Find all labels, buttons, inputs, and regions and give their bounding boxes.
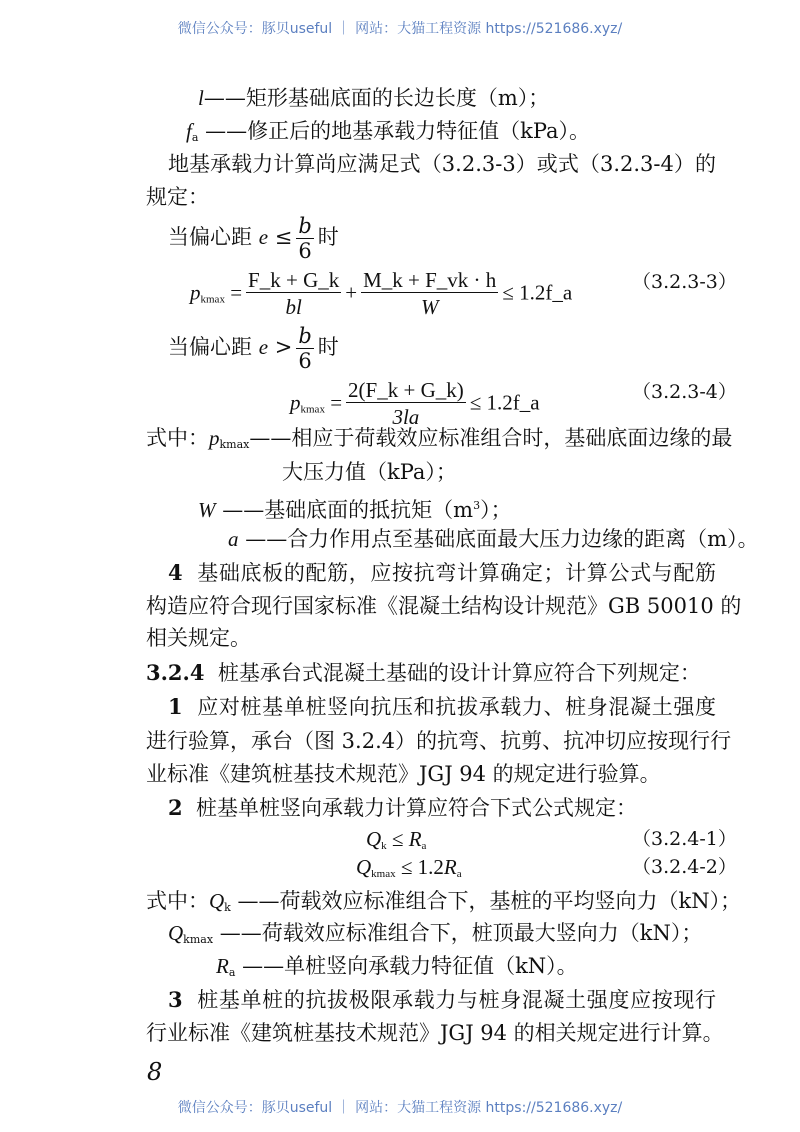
definition-l: l——矩形基础底面的长边长度（m）；: [198, 86, 550, 110]
item-3-line: 3 桩基单桩的抗拔极限承载力与桩身混凝土强度应按现行: [168, 987, 716, 1012]
definition-fa: $f_a$ ——修正后的地基承载力特征值（kPa）。: [186, 119, 591, 144]
condition-2: 当偏心距 e > $\frac{b}{6}$ 时: [168, 324, 339, 373]
item-1-line: 业标准《建筑桩基技术规范》JGJ 94 的规定进行验算。: [146, 762, 661, 786]
paragraph-line: 地基承载力计算尚应满足式（3.2.3-3）或式（3.2.3-4）的: [168, 152, 716, 176]
item-2-line: 2 桩基单桩竖向承载力计算应符合下式公式规定：: [168, 795, 637, 820]
equation-number: （3.2.3-3）: [632, 271, 737, 293]
item-4-line: 构造应符合现行国家标准《混凝土结构设计规范》GB 50010 的: [146, 594, 742, 618]
where-def-Qk: 式中：$Q_k$ ——荷载效应标准组合下，基桩的平均竖向力（kN）；: [146, 889, 742, 914]
where-def-W: W ——基础底面的抵抗矩$(m^3)$；: [198, 498, 512, 522]
item-1-line: 进行验算，承台（图 3.2.4）的抗弯、抗剪、抗冲切应按现行行: [146, 729, 732, 753]
equation-number: （3.2.4-2）: [632, 856, 737, 878]
where-def-a: a ——合力作用点至基础底面最大压力边缘的距离（m）。: [228, 527, 759, 551]
where-def-pkmax-cont: 大压力值（kPa）；: [282, 460, 457, 484]
equation-number: （3.2.4-1）: [632, 828, 737, 850]
item-1-line: 1 应对桩基单桩竖向抗压和抗拔承载力、桩身混凝土强度: [168, 694, 716, 719]
section-3-2-4-heading: 3.2.4 桩基承台式混凝土基础的设计计算应符合下列规定：: [146, 660, 701, 685]
equation-3-2-3-4: $p_{kmax}$ = $\frac{2(F\_k + G\_k)}{3la}$ ≤ 1.2f_a: [290, 378, 540, 429]
item-4-line: 相关规定。: [146, 626, 251, 650]
equation-3-2-4-2: $Q_{kmax} \le 1.2R_a$: [356, 855, 462, 880]
equation-3-2-3-3: $p_{kmax}$ = $\frac{F\_k + G\_k}{bl}$ + $\frac{M\_k + F\_vk \cdot h}{W}$ ≤ 1.2f_a: [190, 268, 573, 319]
where-def-Ra: $R_a$ ——单桩竖向承载力特征值（kN）。: [216, 954, 578, 979]
where-def-pkmax: 式中：$p_{kmax}——$相应于荷载效应标准组合时，基础底面边缘的最: [146, 426, 733, 451]
condition-1: 当偏心距 e ≤ $\frac{b}{6}$ 时: [168, 214, 339, 263]
equation-3-2-4-1: $Q_k \le R_a$: [366, 827, 427, 852]
item-4-line: 4 基础底板的配筋，应按抗弯计算确定；计算公式与配筋: [168, 560, 716, 585]
where-def-Qkmax: $Q_{kmax}$ ——荷载效应标准组合下，桩顶最大竖向力（kN）；: [168, 921, 703, 946]
paragraph-line: 规定：: [146, 185, 209, 209]
watermark-footer: 微信公众号：豚贝useful ｜ 网站：大猫工程资源 https://521686.xyz/: [177, 1100, 623, 1116]
equation-number: （3.2.3-4）: [632, 381, 737, 403]
item-3-line: 行业标准《建筑桩基技术规范》JGJ 94 的相关规定进行计算。: [146, 1021, 724, 1045]
watermark-header: 微信公众号：豚贝useful ｜ 网站：大猫工程资源 https://521686.xyz/: [177, 21, 623, 37]
page-number: 8: [147, 1058, 163, 1086]
